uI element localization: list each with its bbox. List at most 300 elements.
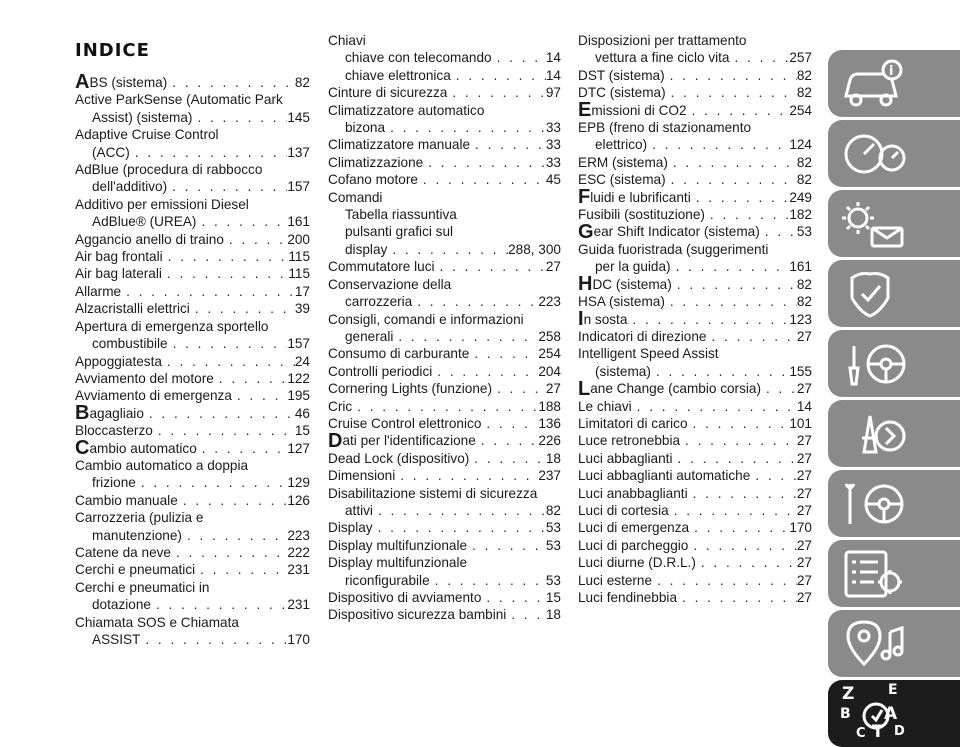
page-number[interactable]: 14 <box>545 67 561 83</box>
index-entry-text: AdBlue (procedura di rabbocco <box>75 162 263 178</box>
dot-leader <box>195 561 287 578</box>
index-entry-text: HSA (sistema) <box>578 294 665 310</box>
index-entry[interactable] <box>75 91 310 126</box>
index-entry[interactable] <box>328 363 561 380</box>
index-entry-text: Cambio manuale <box>75 492 178 508</box>
page-number[interactable]: 127 <box>287 440 310 456</box>
dot-leader <box>469 450 546 467</box>
index-entry-line <box>75 144 310 161</box>
chapter-tab[interactable] <box>828 540 960 607</box>
index-entry-text: Cerchi e pneumatici <box>75 562 196 578</box>
page-number[interactable]: 33 <box>545 154 561 170</box>
index-entry-heading <box>75 126 310 143</box>
index-entry[interactable] <box>578 119 812 154</box>
index-entry-text: Consumo di carburante <box>328 346 470 362</box>
page-number[interactable]: 115 <box>288 249 310 265</box>
index-entry-text: chiave elettronica <box>345 67 451 83</box>
index-entry[interactable] <box>578 485 812 502</box>
index-entry[interactable] <box>578 67 812 84</box>
index-entry-line <box>328 589 561 606</box>
index-entry-heading <box>75 614 310 631</box>
page-number[interactable]: 254 <box>789 102 812 118</box>
dot-leader <box>192 109 287 126</box>
index-entry-line <box>578 572 812 589</box>
page-number[interactable]: 258 <box>538 328 561 344</box>
page-number[interactable]: 257 <box>789 50 812 66</box>
page-number[interactable]: 18 <box>545 450 561 466</box>
index-entry-text: Tabella riassuntiva <box>345 207 457 223</box>
index-entry-line <box>578 189 812 206</box>
page-number[interactable]: 27 <box>796 381 812 397</box>
page-number[interactable]: 170 <box>287 632 310 647</box>
page-number[interactable]: 182 <box>789 207 812 223</box>
index-entry[interactable] <box>578 537 812 554</box>
index-entry[interactable] <box>578 154 812 171</box>
index-entry-text: Appoggiatesta <box>75 353 162 369</box>
chapter-tab[interactable] <box>828 120 960 187</box>
section-letter: F <box>578 188 591 207</box>
page-number[interactable]: 126 <box>287 492 310 508</box>
dot-leader <box>666 84 797 101</box>
index-entry-text: Limitatori di carico <box>578 415 688 431</box>
index-entry-line <box>578 258 812 275</box>
page-number[interactable]: 82 <box>796 85 812 101</box>
page-number[interactable]: 33 <box>545 120 561 136</box>
index-entry[interactable] <box>75 440 310 457</box>
index-entry[interactable] <box>578 311 812 328</box>
page-number[interactable]: 27 <box>796 502 812 518</box>
dot-leader <box>387 241 508 258</box>
index-letter: T <box>872 722 884 742</box>
page-number[interactable]: 27 <box>545 259 561 275</box>
page-number[interactable]: 137 <box>287 144 310 160</box>
index-entry-text: Luci anabbaglianti <box>578 485 688 501</box>
index-entry-line <box>578 415 812 432</box>
index-entry-line <box>578 311 812 328</box>
index-entry[interactable] <box>75 300 310 317</box>
section-letter: B <box>75 404 90 423</box>
page-number[interactable]: 170 <box>789 520 812 536</box>
index-entry[interactable] <box>578 84 812 101</box>
dot-leader <box>162 353 295 370</box>
page-number[interactable]: 33 <box>545 137 561 153</box>
section-letter: A <box>75 74 90 92</box>
page-number[interactable]: 204 <box>538 363 561 379</box>
index-entry[interactable] <box>328 345 561 362</box>
page-number[interactable]: 145 <box>287 109 310 125</box>
index-entry-text: agagliaio <box>89 405 144 421</box>
index-entry-text: missioni di CO2 <box>591 102 687 118</box>
page-number[interactable]: 14 <box>796 398 812 414</box>
index-entry[interactable] <box>328 450 561 467</box>
page-number[interactable]: 27 <box>796 328 812 344</box>
index-entry[interactable] <box>75 544 310 561</box>
index-entry-line <box>328 154 561 171</box>
page-number[interactable]: 188 <box>538 398 561 414</box>
dot-leader <box>672 450 796 467</box>
index-entry[interactable] <box>328 311 561 346</box>
index-entry-text: Controlli periodici <box>328 363 433 379</box>
page-number[interactable]: 226 <box>538 433 561 449</box>
index-entry[interactable] <box>75 509 310 544</box>
index-entry-heading <box>578 345 812 362</box>
index-entry-line <box>328 258 561 275</box>
dot-leader <box>163 248 289 265</box>
section-letter: L <box>578 380 591 398</box>
page-number[interactable]: 82 <box>796 67 812 83</box>
page-number[interactable]: 288, 300 <box>508 241 561 257</box>
index-entry[interactable] <box>578 32 812 67</box>
index-entry[interactable] <box>328 154 561 171</box>
page-number[interactable]: 231 <box>287 562 310 578</box>
chapter-tab[interactable] <box>828 470 960 537</box>
dot-leader <box>224 231 287 248</box>
index-entry[interactable] <box>578 398 812 415</box>
page-number[interactable]: 124 <box>789 137 812 153</box>
dot-leader <box>652 572 797 589</box>
index-entry[interactable] <box>328 606 561 623</box>
page-number[interactable]: 237 <box>538 468 561 484</box>
index-entry-line <box>578 328 812 345</box>
page-number[interactable]: 82 <box>796 276 812 292</box>
chapter-tab[interactable] <box>828 610 960 677</box>
index-entry[interactable] <box>578 572 812 589</box>
index-entry-line <box>578 84 812 101</box>
index-entry-line <box>75 544 310 561</box>
page-number[interactable]: 231 <box>287 597 310 613</box>
index-entry[interactable] <box>75 387 310 404</box>
index-entry-text: Dimensioni <box>328 468 396 484</box>
chapter-tab[interactable] <box>828 190 960 257</box>
page-number[interactable]: 82 <box>796 154 812 170</box>
index-entry-text: Cruise Control elettronico <box>328 415 482 431</box>
index-entry[interactable] <box>578 189 812 206</box>
dot-leader <box>481 589 546 606</box>
index-entry-line <box>328 415 561 432</box>
dot-leader <box>668 154 797 171</box>
index-entry[interactable] <box>328 102 561 137</box>
index-entry[interactable] <box>75 265 310 282</box>
dot-leader <box>418 171 546 188</box>
index-entry-text: ambio automatico <box>89 440 197 456</box>
page-number[interactable]: 27 <box>796 468 812 484</box>
page-number[interactable]: 27 <box>796 433 812 449</box>
index-entry[interactable] <box>75 422 310 439</box>
page-number[interactable]: 53 <box>796 224 812 240</box>
index-entry[interactable] <box>328 380 561 397</box>
index-entry[interactable] <box>75 579 310 614</box>
index-entry[interactable] <box>75 370 310 387</box>
page-number[interactable]: 161 <box>287 214 310 230</box>
index-entry[interactable] <box>328 467 561 484</box>
index-entry[interactable] <box>328 519 561 536</box>
index-entry[interactable] <box>75 405 310 422</box>
index-entry-line <box>75 440 310 457</box>
index-letter: E <box>888 682 898 698</box>
chapter-tab[interactable] <box>828 400 960 467</box>
index-entry-line <box>328 572 561 589</box>
index-entry[interactable] <box>328 67 561 84</box>
page-number[interactable]: 14 <box>545 50 561 66</box>
index-entry[interactable] <box>578 293 812 310</box>
index-entry-text: Conservazione della <box>328 276 452 292</box>
index-entry-heading <box>328 32 561 49</box>
index-entry-text: Climatizzazione <box>328 154 424 170</box>
page-number[interactable]: 222 <box>287 544 310 560</box>
index-entry[interactable] <box>578 102 812 119</box>
index-entry[interactable] <box>75 561 310 578</box>
page-number[interactable]: 53 <box>545 537 561 553</box>
index-entry[interactable] <box>75 161 310 196</box>
index-entry-heading <box>75 457 310 474</box>
index-entry[interactable] <box>75 614 310 649</box>
index-entry[interactable] <box>578 328 812 345</box>
index-entry-line <box>578 223 812 240</box>
index-entry[interactable] <box>578 467 812 484</box>
index-entry-text: Display <box>328 520 373 536</box>
index-entry-text: Alzacristalli elettrici <box>75 301 190 317</box>
index-entry-line <box>75 405 310 422</box>
index-entry-line <box>75 492 310 509</box>
index-entry-text: elettrico) <box>595 137 648 153</box>
index-letter: Z <box>842 684 855 704</box>
index-entry-text: Active ParkSense (Automatic Park <box>75 92 283 108</box>
index-entry[interactable] <box>75 248 310 265</box>
page-number[interactable]: 129 <box>287 475 310 491</box>
dot-leader <box>665 293 797 310</box>
page-number[interactable]: 24 <box>294 353 310 369</box>
index-entry[interactable] <box>578 206 812 223</box>
dot-leader <box>167 74 295 91</box>
index-entry-text: Luci diurne (D.R.L.) <box>578 555 696 571</box>
index-entry-heading <box>328 102 561 119</box>
page-number[interactable]: 115 <box>288 266 310 282</box>
index-entry-text: Indicatori di direzione <box>578 328 707 344</box>
index-entry-line <box>578 537 812 554</box>
index-entry-line <box>328 84 561 101</box>
index-entry[interactable] <box>578 450 812 467</box>
dot-leader <box>232 387 287 404</box>
index-entry-text: bizona <box>345 120 386 136</box>
section-letter: D <box>328 432 343 450</box>
index-entry-line <box>75 353 310 370</box>
index-entry[interactable] <box>578 502 812 519</box>
index-entry[interactable] <box>578 345 812 380</box>
page-number[interactable]: 123 <box>789 311 812 327</box>
index-entry[interactable] <box>328 258 561 275</box>
dot-leader <box>647 136 789 153</box>
index-entry-text: Commutatore luci <box>328 259 435 275</box>
index-entry-line <box>578 206 812 223</box>
index-entry-line <box>75 422 310 439</box>
index-letter: A <box>884 704 898 724</box>
index-entry[interactable] <box>328 136 561 153</box>
index-entry[interactable] <box>328 554 561 589</box>
index-entry[interactable] <box>75 457 310 492</box>
index-entry[interactable] <box>578 432 812 449</box>
page-number[interactable]: 17 <box>294 283 310 299</box>
index-entry[interactable] <box>328 84 561 101</box>
index-entry-text: attivi <box>345 502 373 518</box>
page-number[interactable]: 15 <box>545 590 561 605</box>
dot-leader <box>671 258 790 275</box>
page-number[interactable]: 254 <box>538 346 561 362</box>
page-number[interactable]: 82 <box>796 172 812 188</box>
dot-leader <box>168 335 288 352</box>
index-entry-text: Cerchi e pneumatici in <box>75 579 210 595</box>
page-number[interactable]: 39 <box>294 301 310 317</box>
index-entry[interactable] <box>578 171 812 188</box>
index-entry-line <box>578 485 812 502</box>
dot-leader <box>506 606 546 623</box>
index-entry-line <box>578 380 812 397</box>
dot-leader <box>432 363 538 380</box>
page-number[interactable]: 195 <box>287 388 310 404</box>
index-entry-line <box>75 631 310 648</box>
index-entry-heading <box>75 318 310 335</box>
page-number[interactable]: 223 <box>287 527 310 543</box>
index-entry[interactable] <box>578 519 812 536</box>
index-entry-text: Additivo per emissioni Diesel <box>75 196 249 212</box>
page-number[interactable]: 223 <box>538 294 561 310</box>
page-number[interactable]: 249 <box>789 189 812 205</box>
index-entry-line <box>75 231 310 248</box>
page-number[interactable]: 46 <box>294 405 310 421</box>
index-entry[interactable] <box>578 415 812 432</box>
dot-leader <box>430 572 546 589</box>
chapter-tab[interactable] <box>828 260 960 327</box>
index-entry[interactable] <box>328 589 561 606</box>
dot-leader <box>182 527 287 544</box>
index-entry[interactable] <box>578 276 812 293</box>
index-entry-text: Bloccasterzo <box>75 423 153 439</box>
index-entry[interactable] <box>75 318 310 353</box>
index-entry-line <box>328 328 561 345</box>
index-entry-heading <box>578 241 812 258</box>
page-number[interactable]: 157 <box>287 179 310 195</box>
index-entry-heading <box>328 223 561 240</box>
index-entry[interactable] <box>328 398 561 415</box>
dot-leader <box>385 119 546 136</box>
index-entry[interactable] <box>328 537 561 554</box>
index-entry-text: Climatizzatore manuale <box>328 137 471 153</box>
page-number[interactable]: 27 <box>545 381 561 397</box>
index-entry[interactable] <box>75 231 310 248</box>
dot-leader <box>167 178 287 195</box>
index-entry-text: display <box>345 241 388 257</box>
page-number[interactable]: 27 <box>796 450 812 466</box>
index-entry-text: Apertura di emergenza sportello <box>75 318 269 334</box>
index-entry-line <box>578 136 812 153</box>
index-entry[interactable] <box>328 415 561 432</box>
index-entry-text: DC (sistema) <box>592 276 672 292</box>
index-entry-heading <box>75 509 310 526</box>
index-entry[interactable] <box>75 353 310 370</box>
dot-leader <box>691 189 790 206</box>
index-entry[interactable] <box>328 189 561 259</box>
index-entry[interactable] <box>328 485 561 520</box>
index-entry[interactable] <box>328 32 561 67</box>
index-entry[interactable] <box>75 492 310 509</box>
chapter-tab[interactable] <box>828 330 960 397</box>
dot-leader <box>476 432 539 449</box>
page-number[interactable]: 27 <box>796 555 812 571</box>
index-entry-text: Chiamata SOS e Chiamata <box>75 614 239 630</box>
page-number[interactable]: 136 <box>538 415 561 431</box>
page-number[interactable]: 200 <box>287 231 310 247</box>
index-entry[interactable] <box>75 196 310 231</box>
index-column-3 <box>578 32 812 606</box>
page-number[interactable]: 27 <box>796 572 812 588</box>
index-column-1 <box>75 74 310 648</box>
dot-leader <box>435 258 546 275</box>
page-number[interactable]: 82 <box>545 502 561 518</box>
index-entry-text: Comandi <box>328 189 383 205</box>
page-number[interactable]: 27 <box>796 485 812 501</box>
index-entry-text: Chiavi <box>328 33 366 48</box>
section-letter: E <box>578 101 592 120</box>
index-entry[interactable] <box>75 74 310 91</box>
index-entry-text: Avviamento di emergenza <box>75 388 232 404</box>
index-entry-text: Assist) (sistema) <box>92 109 193 125</box>
dot-leader <box>687 102 790 119</box>
index-entry-line <box>75 527 310 544</box>
index-entry[interactable] <box>328 276 561 311</box>
index-entry[interactable] <box>578 380 812 397</box>
index-entry[interactable] <box>328 171 561 188</box>
page-number[interactable]: 82 <box>796 294 812 310</box>
index-entry[interactable] <box>75 126 310 161</box>
page-number[interactable]: 53 <box>545 572 561 588</box>
index-entry-text: Luci di parcheggio <box>578 537 689 553</box>
page-number[interactable]: 157 <box>287 336 310 352</box>
page-number[interactable]: 101 <box>789 415 812 431</box>
page-number[interactable]: 82 <box>294 75 310 90</box>
index-entry-text: Air bag laterali <box>75 266 162 282</box>
index-entry-line <box>75 265 310 282</box>
page-number[interactable]: 45 <box>545 172 561 188</box>
page-number[interactable]: 155 <box>789 363 812 379</box>
index-entry-line <box>328 606 561 623</box>
index-entry-text: AdBlue® (UREA) <box>92 214 197 230</box>
page-number[interactable]: 27 <box>796 590 812 605</box>
index-entry[interactable] <box>75 283 310 300</box>
dot-leader <box>706 328 796 345</box>
index-entry[interactable] <box>578 223 812 240</box>
page-number[interactable]: 15 <box>294 423 310 439</box>
index-entry-line <box>578 589 812 606</box>
chapter-tab[interactable] <box>828 50 960 117</box>
index-entry[interactable] <box>578 589 812 606</box>
dot-leader <box>750 467 797 484</box>
chapter-tab[interactable] <box>828 680 960 747</box>
page-number[interactable]: 18 <box>545 607 561 623</box>
page-number[interactable]: 122 <box>287 370 310 386</box>
dot-leader <box>730 49 790 66</box>
index-entry[interactable] <box>578 241 812 276</box>
index-entry-text: per la guida) <box>595 259 671 275</box>
index-entry[interactable] <box>328 432 561 449</box>
index-entry-text: luidi e lubrificanti <box>590 189 691 205</box>
index-entry-text: Cornering Lights (funzione) <box>328 381 492 397</box>
index-entry-line <box>578 467 812 484</box>
index-entry-line <box>578 102 812 119</box>
page-number[interactable]: 161 <box>789 259 812 275</box>
page-number[interactable]: 27 <box>796 537 812 553</box>
index-entry[interactable] <box>578 554 812 571</box>
page-number[interactable]: 97 <box>545 85 561 101</box>
page-number[interactable]: 53 <box>545 520 561 536</box>
